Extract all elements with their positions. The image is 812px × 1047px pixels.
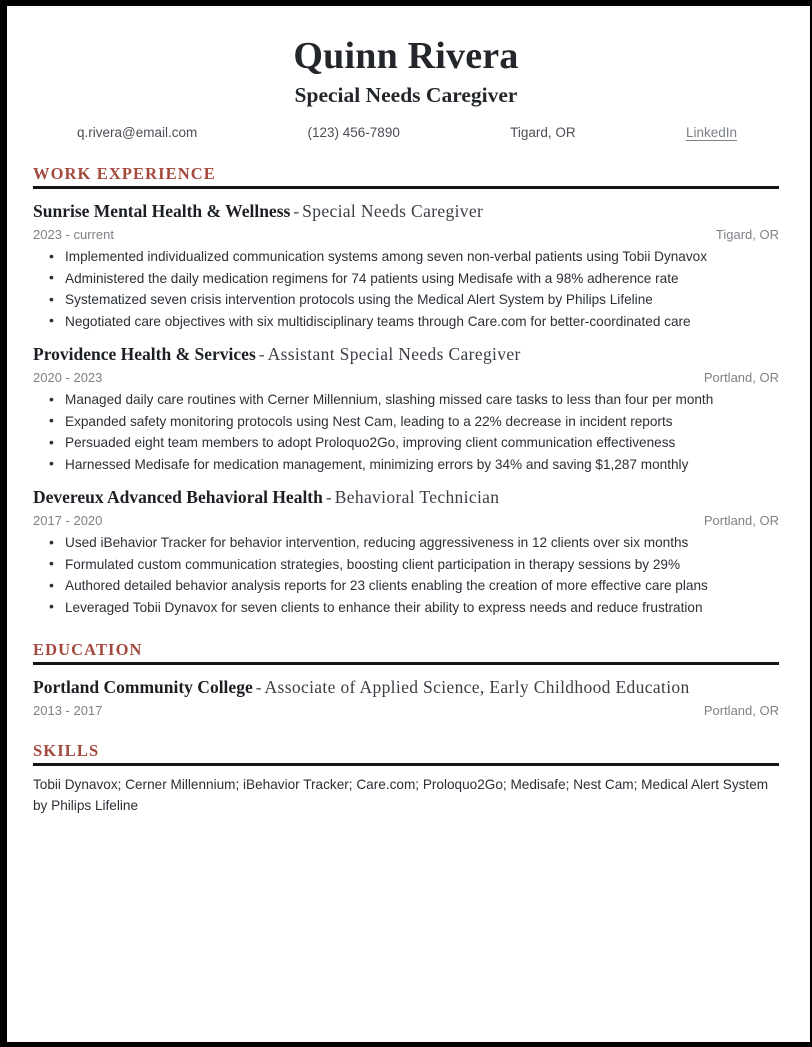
entry-role: Associate of Applied Science, Early Childhood Education xyxy=(264,677,690,697)
entry-organization: Portland Community College xyxy=(33,677,253,697)
contact-row xyxy=(33,124,779,142)
section-work-experience xyxy=(33,164,779,618)
list-item: • Authored detailed behavior analysis reports for 23 clients enabling the creation of more effective care plans xyxy=(33,575,779,597)
entry-separator: - xyxy=(258,344,265,364)
entry-role: Special Needs Caregiver xyxy=(302,201,484,221)
entry-heading xyxy=(33,486,779,509)
section-heading-work-experience: WORK EXPERIENCE xyxy=(33,164,216,183)
entry-location: Portland, OR xyxy=(703,513,779,528)
entry-organization: Sunrise Mental Health & Wellness xyxy=(33,201,291,221)
entry-separator: - xyxy=(293,201,300,221)
skills-list: Tobii Dynavox; Cerner Millennium; iBehavior Tracker; Care.com; Proloquo2Go; Medisafe; Nest Cam; Medical Alert System by Philips Lifeline xyxy=(33,777,769,813)
list-item: • Formulated custom communication strategies, boosting client participation in therapy sessions by 29% xyxy=(33,554,779,576)
entry-organization: Providence Health & Services xyxy=(33,344,256,364)
entry-role: Assistant Special Needs Caregiver xyxy=(267,344,521,364)
candidate-name: Quinn Rivera xyxy=(293,35,519,77)
entry-meta xyxy=(33,702,779,719)
entry-bullet-list xyxy=(33,532,779,618)
entry-location: Portland, OR xyxy=(703,370,779,385)
entry-organization: Devereux Advanced Behavioral Health xyxy=(33,487,323,507)
entry-heading xyxy=(33,676,779,699)
resume-content xyxy=(33,6,779,816)
contact-location: Tigard, OR xyxy=(510,125,576,140)
entry-heading xyxy=(33,200,779,223)
list-item: • Systematized seven crisis intervention protocols using the Medical Alert System by Philips Lifeline xyxy=(33,289,779,311)
list-item: • Negotiated care objectives with six multidisciplinary teams through Care.com for better-coordinated care xyxy=(33,311,779,333)
section-heading-education: EDUCATION xyxy=(33,640,143,659)
list-item: • Persuaded eight team members to adopt Proloquo2Go, improving client communication effectiveness xyxy=(33,432,779,454)
education-entry xyxy=(33,676,779,719)
entry-dates: 2017 - 2020 xyxy=(33,513,103,528)
entry-meta xyxy=(33,226,779,243)
resume-header xyxy=(33,6,779,108)
entry-meta xyxy=(33,512,779,529)
section-skills xyxy=(33,741,779,816)
section-divider xyxy=(33,763,779,766)
section-divider xyxy=(33,662,779,665)
list-item: • Leveraged Tobii Dynavox for seven clients to enhance their ability to express needs and reduce frustration xyxy=(33,597,779,619)
entry-separator: - xyxy=(325,487,332,507)
section-education xyxy=(33,640,779,719)
contact-linkedin-link[interactable]: LinkedIn xyxy=(685,125,737,140)
entry-role: Behavioral Technician xyxy=(334,487,500,507)
entry-bullet-list xyxy=(33,246,779,332)
entry-dates: 2013 - 2017 xyxy=(33,703,103,718)
contact-email[interactable]: q.rivera@email.com xyxy=(77,125,198,140)
list-item: • Expanded safety monitoring protocols using Nest Cam, leading to a 22% decrease in incident reports xyxy=(33,411,779,433)
section-heading-skills: SKILLS xyxy=(33,741,100,760)
entry-heading xyxy=(33,343,779,366)
entry-dates: 2020 - 2023 xyxy=(33,370,103,385)
candidate-title: Special Needs Caregiver xyxy=(294,83,518,107)
entry-bullet-list xyxy=(33,389,779,475)
entry-separator: - xyxy=(255,677,262,697)
section-divider xyxy=(33,186,779,189)
entry-location: Tigard, OR xyxy=(715,227,779,242)
resume-page xyxy=(7,6,810,1042)
list-item: • Harnessed Medisafe for medication management, minimizing errors by 34% and saving $1,287 monthly xyxy=(33,454,779,476)
list-item: • Managed daily care routines with Cerner Millennium, slashing missed care tasks to less than four per month xyxy=(33,389,779,411)
experience-entry xyxy=(33,486,779,618)
experience-entry xyxy=(33,200,779,332)
entry-dates: 2023 - current xyxy=(33,227,114,242)
contact-phone[interactable]: (123) 456-7890 xyxy=(307,125,400,140)
entry-location: Portland, OR xyxy=(703,703,779,718)
list-item: • Used iBehavior Tracker for behavior intervention, reducing aggressiveness in 12 clients over six months xyxy=(33,532,779,554)
list-item: • Administered the daily medication regimens for 74 patients using Medisafe with a 98% adherence rate xyxy=(33,268,779,290)
experience-entry xyxy=(33,343,779,475)
list-item: • Implemented individualized communication systems among seven non-verbal patients using Tobii Dynavox xyxy=(33,246,779,268)
entry-meta xyxy=(33,369,779,386)
